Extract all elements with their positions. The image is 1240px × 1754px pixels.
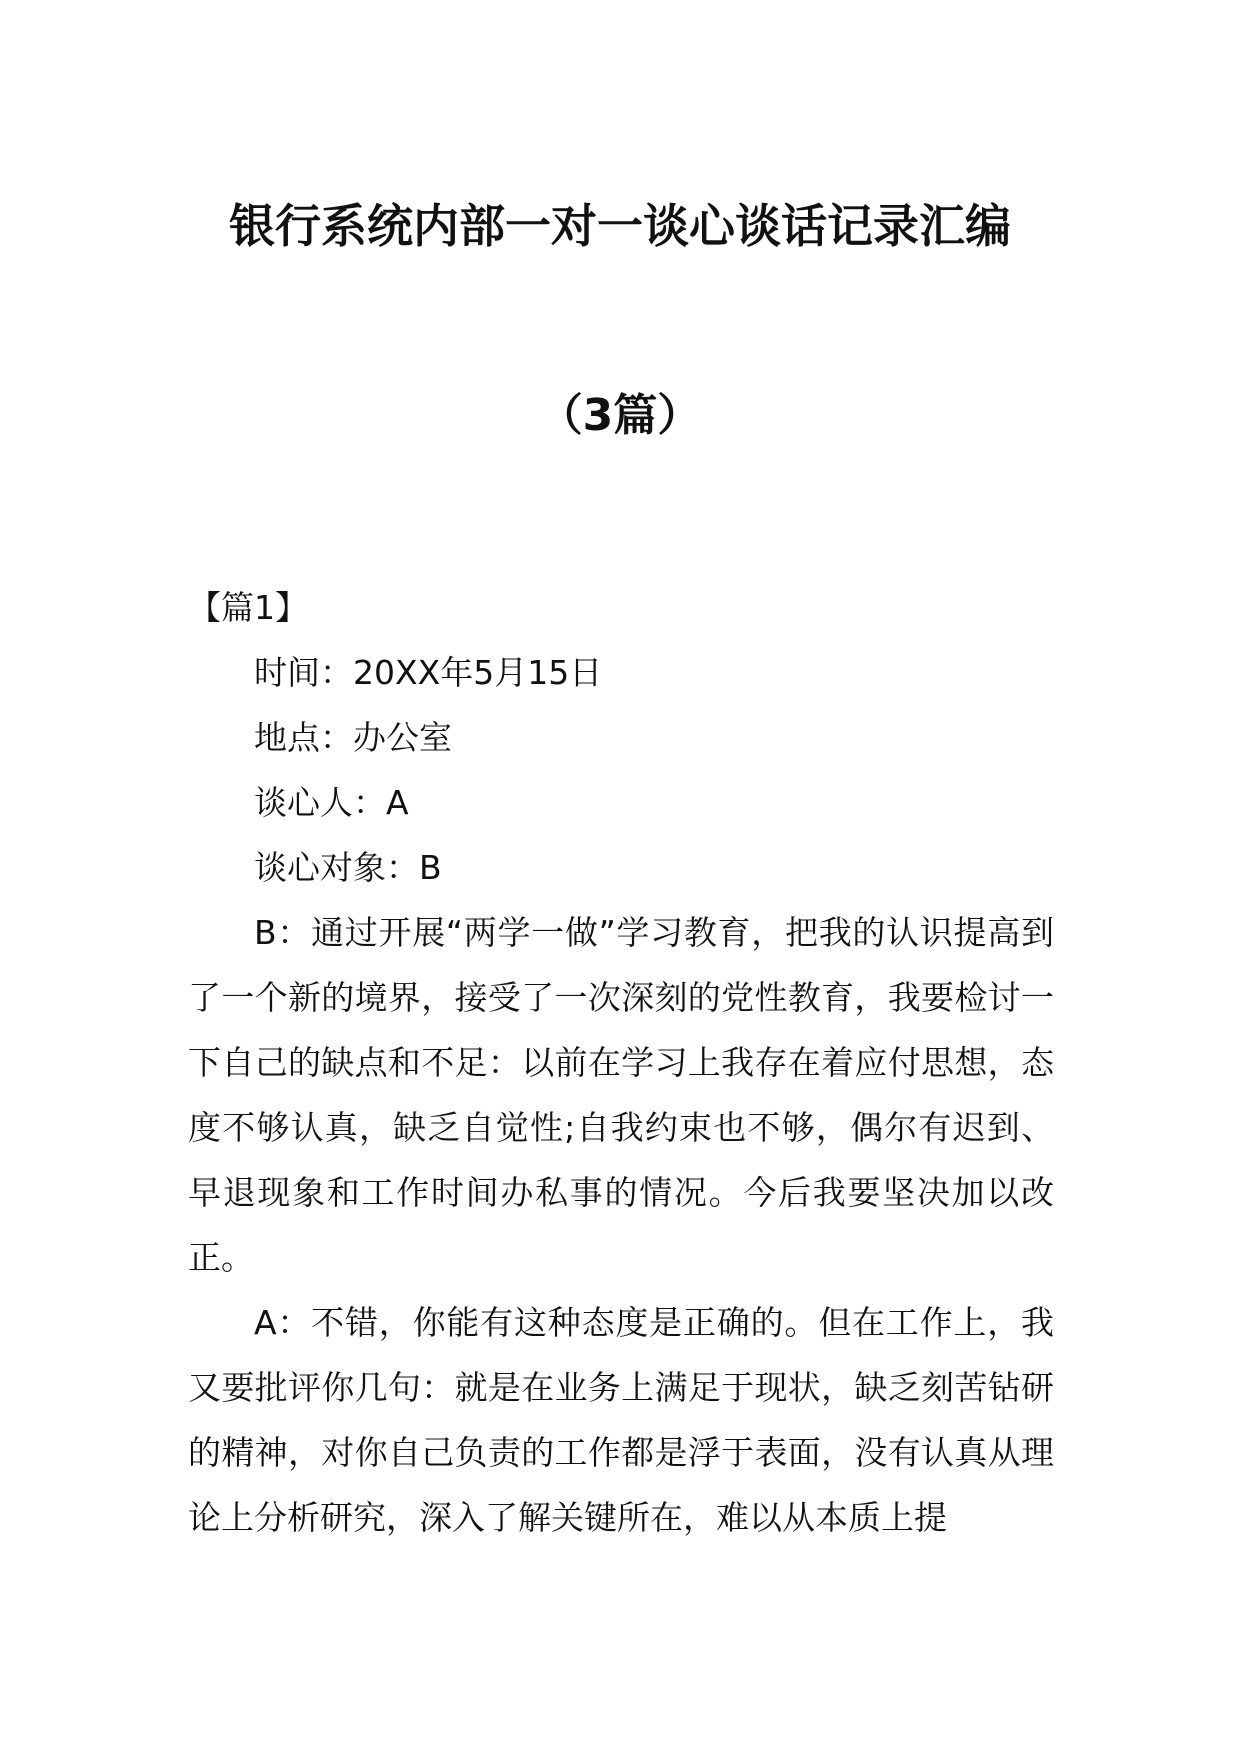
- section-label: 【篇1】: [188, 588, 308, 627]
- meta-time: 时间：20XX年5月15日: [254, 653, 603, 692]
- document-subtitle: （3篇）: [538, 390, 702, 441]
- paragraph-a: A：不错，你能有这种态度是正确的。但在工作上，我又要批评你几句：就是在业务上满足于现状，缺乏刻苦钻研的精神，对你自己负责的工作都是浮于表面，没有认真从理论上分析研究，深入了解关键所在，难以从本质上提: [188, 1303, 1054, 1537]
- document-title: 银行系统内部一对一谈心谈话记录汇编: [229, 199, 1011, 253]
- paragraph-b: B：通过开展“两学一做”学习教育，把我的认识提高到了一个新的境界，接受了一次深刻的党性教育，我要检讨一下自己的缺点和不足：以前在学习上我存在着应付思想，态度不够认真，缺乏自觉性;自我约束也不够，偶尔有迟到、早退现象和工作时间办私事的情况。今后我要坚决加以改正。: [188, 913, 1054, 1277]
- meta-location: 地点：办公室: [254, 718, 452, 757]
- document-body: [188, 575, 1054, 1550]
- meta-target: 谈心对象：B: [254, 848, 442, 887]
- meta-speaker: 谈心人：A: [254, 783, 409, 822]
